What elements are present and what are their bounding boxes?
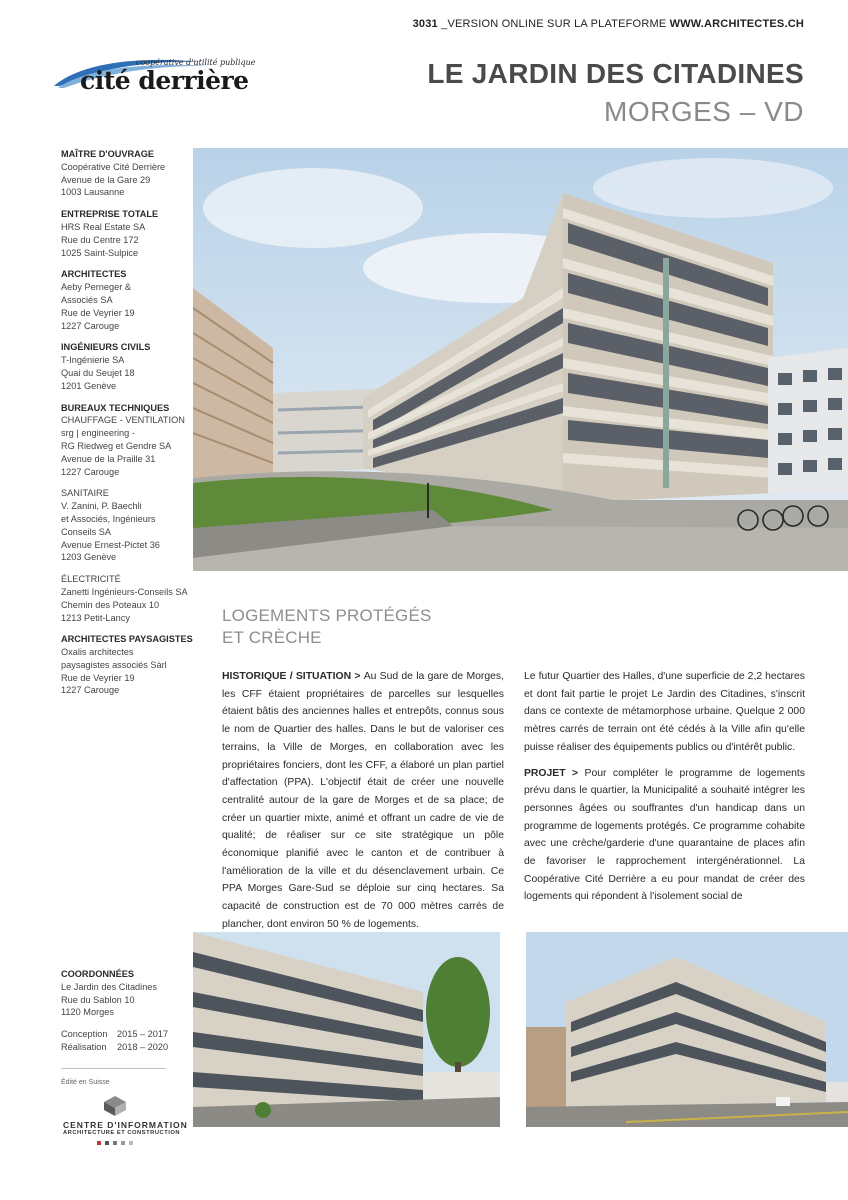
coordinates-line: Rue du Sablon 10	[61, 994, 135, 1005]
credit-line: 1227 Carouge	[61, 685, 120, 696]
credit-line: 1201 Genève	[61, 380, 117, 391]
credit-line: Rue du Centre 172	[61, 234, 139, 245]
color-dot	[105, 1141, 109, 1145]
credit-line: RG Riedweg et Gendre SA	[61, 440, 172, 451]
section-heading-line1: LOGEMENTS PROTÉGÉS	[222, 606, 432, 625]
credit-line: Coopérative Cité Derrière	[61, 161, 166, 172]
paragraph-lead-projet: PROJET >	[524, 767, 585, 779]
realisation-row	[61, 1041, 201, 1054]
section-heading-line2: ET CRÈCHE	[222, 628, 322, 647]
credit-block	[61, 633, 193, 697]
cite-derriere-logo	[52, 52, 256, 98]
credit-line: Quai du Seujet 18	[61, 367, 135, 378]
credit-line: V. Zanini, P. Baechli	[61, 501, 142, 512]
credit-line: Zanetti Ingénieurs-Conseils SA	[61, 586, 188, 597]
credit-line: 1227 Carouge	[61, 320, 120, 331]
coordinates-line: 1120 Morges	[61, 1007, 114, 1018]
realisation-label: Réalisation	[61, 1041, 107, 1052]
section-heading	[222, 605, 432, 649]
credit-line: 1203 Genève	[61, 552, 117, 563]
realisation-value: 2018 – 2020	[117, 1041, 169, 1052]
conception-label: Conception	[61, 1029, 108, 1040]
edited-in-switzerland: Édité en Suisse	[61, 1079, 110, 1086]
paragraph-text-projet: Pour compléter le programme de logements prévu dans le quartier, la Municipalité a souhaité intégrer les personnes âgées ou souffrantes d'un handicap dans un programme de logements protégés. Ce programme cohabite avec une crèche/garderie d'une quarantaine de places afin de favoriser le rapprochement intergénérationnel. La Coopérative Cité Derrière a eu pour mandat de créer des logements qui répondent à l'isolement social de	[524, 767, 806, 903]
paragraph-historique	[222, 668, 504, 934]
coordinates-line: Le Jardin des Citadines	[61, 981, 158, 992]
cric-line2: ARCHITECTURE ET CONSTRUCTION	[63, 1130, 181, 1136]
conception-value: 2015 – 2017	[117, 1029, 169, 1040]
credit-line: HRS Real Estate SA	[61, 221, 146, 232]
paragraph-projet	[524, 765, 805, 907]
credit-heading: INGÉNIEURS CIVILS	[61, 342, 151, 353]
main-building-photo	[193, 148, 848, 571]
credit-line: Aeby Perneger &	[61, 282, 131, 293]
color-dot	[113, 1141, 117, 1145]
credit-line: CHAUFFAGE - VENTILATION	[61, 415, 185, 426]
credit-block	[61, 268, 193, 332]
paragraph-lead-historique: HISTORIQUE / SITUATION >	[222, 671, 364, 682]
coordinates-block	[61, 968, 201, 1054]
logo-tagline: coopérative d'utilité publique	[136, 58, 256, 67]
footer-divider	[61, 1068, 166, 1069]
website-link[interactable]: WWW.ARCHITECTES.CH	[669, 18, 804, 30]
cric-cube-icon	[103, 1095, 127, 1117]
credit-line: Oxalis architectes	[61, 647, 134, 658]
cric-color-dots	[97, 1141, 133, 1145]
credit-line: 1025 Saint-Sulpice	[61, 247, 139, 258]
credit-heading: ARCHITECTES PAYSAGISTES	[61, 634, 193, 645]
credit-block	[61, 148, 193, 199]
logo-name: cité derrière	[80, 66, 249, 95]
credit-heading: MAÎTRE D'OUVRAGE	[61, 149, 155, 159]
credit-block	[61, 341, 193, 392]
credit-line: 1227 Carouge	[61, 466, 120, 477]
coordinates-heading: COORDONNÉES	[61, 969, 134, 979]
credit-block	[61, 573, 193, 624]
credit-line: paysagistes associés Sàrl	[61, 659, 167, 670]
credit-line: et Associés, Ingénieurs	[61, 513, 156, 524]
credit-block	[61, 208, 193, 259]
credit-line: Avenue Ernest-Pictet 36	[61, 539, 160, 550]
cric-logo	[63, 1095, 188, 1147]
credit-heading: ARCHITECTES	[61, 269, 127, 280]
body-column-right	[524, 668, 805, 914]
credit-block	[61, 402, 193, 479]
credit-heading: ENTREPRISE TOTALE	[61, 209, 159, 220]
credit-line: Avenue de la Praille 31	[61, 453, 156, 464]
photo-street-view	[526, 932, 848, 1127]
credit-line: Chemin des Poteaux 10	[61, 599, 160, 610]
page-subtitle: MORGES – VD	[604, 96, 804, 127]
body-column-left	[222, 668, 504, 942]
photo-facade-tree	[193, 932, 500, 1127]
online-text: _VERSION ONLINE SUR LA PLATEFORME	[437, 18, 670, 30]
credit-line: Conseils SA	[61, 526, 112, 537]
credits-sidebar	[61, 148, 193, 706]
credit-block	[61, 487, 193, 564]
credit-line: T-Ingénierie SA	[61, 355, 125, 366]
credit-line: Rue de Veyrier 19	[61, 672, 135, 683]
conception-row	[61, 1028, 201, 1041]
credit-line: 1003 Lausanne	[61, 187, 125, 198]
credit-line: Rue de Veyrier 19	[61, 307, 135, 318]
credit-line: srg | engineering -	[61, 428, 135, 439]
page-number: 3031	[412, 18, 438, 30]
credit-line: Associés SA	[61, 294, 113, 305]
credit-line: ÉLECTRICITÉ	[61, 574, 121, 585]
paragraph-text-historique: Au Sud de la gare de Morges, les CFF étaient propriétaires de parcelles sur lesquelles étaient bâtis des anciennes halles et entrepôts, connus sous le nom de Quartier des halles. Dans le but de valoriser ces terrains, la Ville de Morges, en collaboration avec les propriétaires fonciers, dont les CFF, a élaboré un plan partiel d'affectation (PPA). L'objectif était de créer une nouvelle centralité autour de la gare de Morges et de sa place; de créer un quartier mixte, animé et offrant un cadre de vie de qualité; de réaliser sur ce site stratégique un pôle économique planifié avec le canton et de contribuer à l'amélioration de la ville et du désenclavement urbain. Ce PPA Morges Gare-Sud se déploie sur cinq hectares. Sa capacité de construction est de 70 000 mètres carrés de plancher, dont environ 50 % de logements.	[222, 671, 504, 930]
color-dot	[97, 1141, 101, 1145]
cric-line1: CENTRE D'INFORMATION	[63, 1120, 188, 1130]
credit-line: SANITAIRE	[61, 488, 109, 499]
color-dot	[121, 1141, 125, 1145]
credit-line: 1213 Petit-Lancy	[61, 612, 130, 623]
color-dot	[129, 1141, 133, 1145]
page-title: LE JARDIN DES CITADINES	[427, 58, 804, 89]
credit-heading: BUREAUX TECHNIQUES	[61, 402, 170, 413]
credit-line: Avenue de la Gare 29	[61, 174, 151, 185]
header-online-line	[413, 18, 804, 30]
paragraph-quartier: Le futur Quartier des Halles, d'une superficie de 2,2 hectares et dont fait partie le projet Le Jardin des Citadines, s'inscrit dans ce contexte de métamorphose urbaine. Quelque 2 000 mètres carrés de terrain ont été cédés à la Ville afin qu'elle puisse réaliser des équipements publics ou d'intérêt public.	[524, 671, 805, 753]
